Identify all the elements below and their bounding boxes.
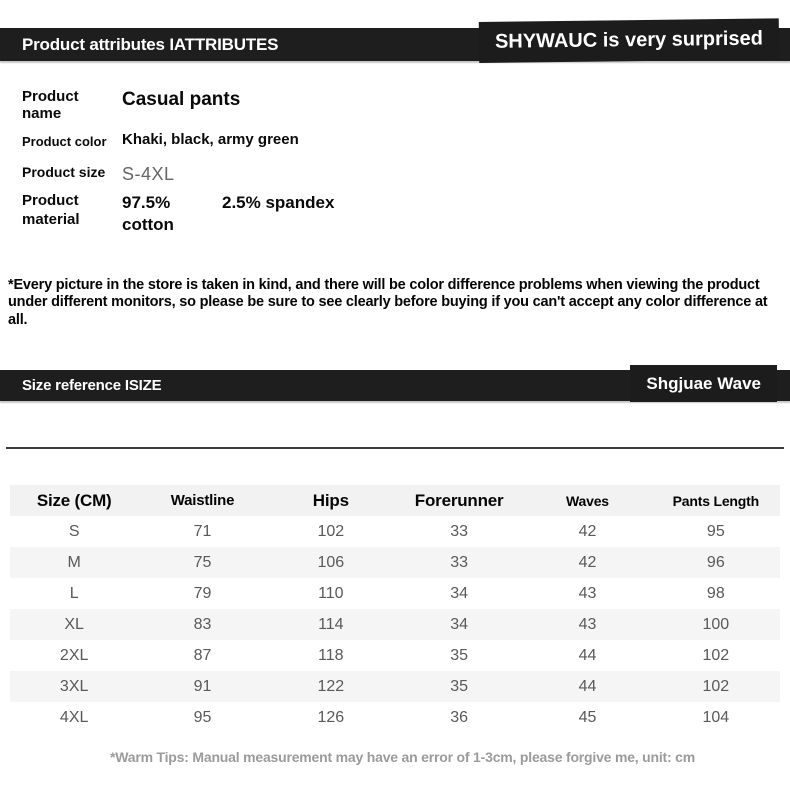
attribute-value-secondary: 2.5% spandex: [222, 193, 335, 212]
measurement-cell: 83: [193, 615, 212, 633]
measurement-cell: 95: [706, 522, 725, 540]
attribute-row: [22, 164, 175, 185]
measurement-cell: 43: [578, 615, 597, 633]
attribute-label: Product color: [22, 134, 107, 149]
measurement-cell: 100: [702, 615, 730, 633]
column-header: Waistline: [170, 492, 235, 509]
attribute-value: 97.5% cotton: [122, 193, 174, 235]
size-label-cell: 2XL: [59, 646, 89, 664]
size-row: [10, 702, 780, 733]
attribute-row: [22, 131, 299, 149]
product-attributes-banner: [0, 28, 790, 61]
measurement-cell: 44: [578, 646, 597, 664]
measurement-cell: 33: [450, 522, 469, 540]
size-row: [10, 640, 780, 671]
measurement-cell: 45: [578, 708, 597, 726]
measurement-cell: 122: [317, 677, 345, 695]
measurement-cell: 36: [450, 708, 469, 726]
attribute-row: [22, 192, 334, 236]
measurement-cell: 75: [193, 553, 212, 571]
measurement-cell: 35: [450, 646, 469, 664]
attribute-value: S-4XL: [122, 164, 175, 184]
size-label-cell: S: [68, 522, 80, 540]
attribute-value: Khaki, black, army green: [122, 131, 299, 148]
size-chart-header: [10, 485, 780, 516]
column-header: Waves: [566, 492, 609, 509]
divider-line: [6, 447, 784, 449]
size-row: [10, 578, 780, 609]
measurement-cell: 42: [578, 522, 597, 540]
brand-sticker-text: SHYWAUC is very surprised: [494, 27, 764, 53]
measurement-cell: 44: [578, 677, 597, 695]
column-header: Size (CM): [36, 490, 112, 510]
measurement-cell: 102: [702, 677, 730, 695]
measurement-cell: 34: [450, 584, 469, 602]
size-banner-title: Size reference ISIZE: [22, 377, 162, 394]
measurement-cell: 35: [450, 677, 469, 695]
attributes-banner-title: Product attributes IATTRIBUTES: [22, 34, 279, 54]
measurement-cell: 43: [578, 584, 597, 602]
measurement-cell: 102: [702, 646, 730, 664]
measurement-cell: 110: [318, 584, 344, 602]
size-row: [10, 671, 780, 702]
measurement-cell: 42: [578, 553, 597, 571]
column-header: Hips: [312, 490, 349, 510]
measurement-cell: 34: [450, 615, 469, 633]
measurement-cell: 96: [706, 553, 725, 571]
measurement-cell: 126: [317, 708, 345, 726]
measurement-cell: 98: [706, 584, 725, 602]
measurement-cell: 118: [318, 646, 344, 664]
brand-sticker: [479, 18, 779, 63]
size-label-cell: M: [67, 553, 81, 571]
measurement-cell: 87: [193, 646, 212, 664]
size-row: [10, 516, 780, 547]
size-reference-banner: [0, 370, 790, 401]
measurement-cell: 79: [193, 584, 212, 602]
attribute-value: Casual pants: [122, 89, 241, 110]
measurement-cell: 114: [318, 615, 344, 633]
column-header: Forerunner: [414, 490, 504, 510]
measurement-cell: 102: [317, 522, 345, 540]
attribute-label: Product size: [22, 164, 106, 180]
measurement-cell: 104: [702, 708, 730, 726]
measurement-cell: 106: [317, 553, 345, 571]
attribute-row: [22, 88, 240, 123]
column-header: Pants Length: [672, 492, 759, 509]
attribute-label: Product material: [22, 192, 80, 228]
measurement-cell: 71: [193, 522, 212, 540]
size-chart-table: [10, 485, 780, 733]
size-label-cell: XL: [64, 615, 84, 633]
measurement-cell: 91: [193, 677, 212, 695]
size-label-cell: 3XL: [59, 677, 89, 695]
size-label-cell: 4XL: [59, 708, 89, 726]
size-banner-sticker: [630, 365, 777, 402]
size-row: [10, 609, 780, 640]
size-banner-sticker-text: Shgjuae Wave: [646, 373, 761, 393]
size-row: [10, 547, 780, 578]
size-chart-body: [10, 516, 780, 733]
attribute-label: Product name: [22, 88, 79, 123]
measurement-cell: 33: [450, 553, 469, 571]
warm-tips-note: *Warm Tips: Manual measurement may have an error of 1-3cm, please forgive me, unit: cm: [110, 749, 695, 765]
size-label-cell: L: [69, 584, 79, 602]
measurement-cell: 95: [193, 708, 212, 726]
color-difference-disclaimer: *Every picture in the store is taken in kind, and there will be color difference problems when viewing the product under different monitors, so please be sure to see clearly before buying if you can't accept any color difference at all.: [8, 277, 768, 328]
